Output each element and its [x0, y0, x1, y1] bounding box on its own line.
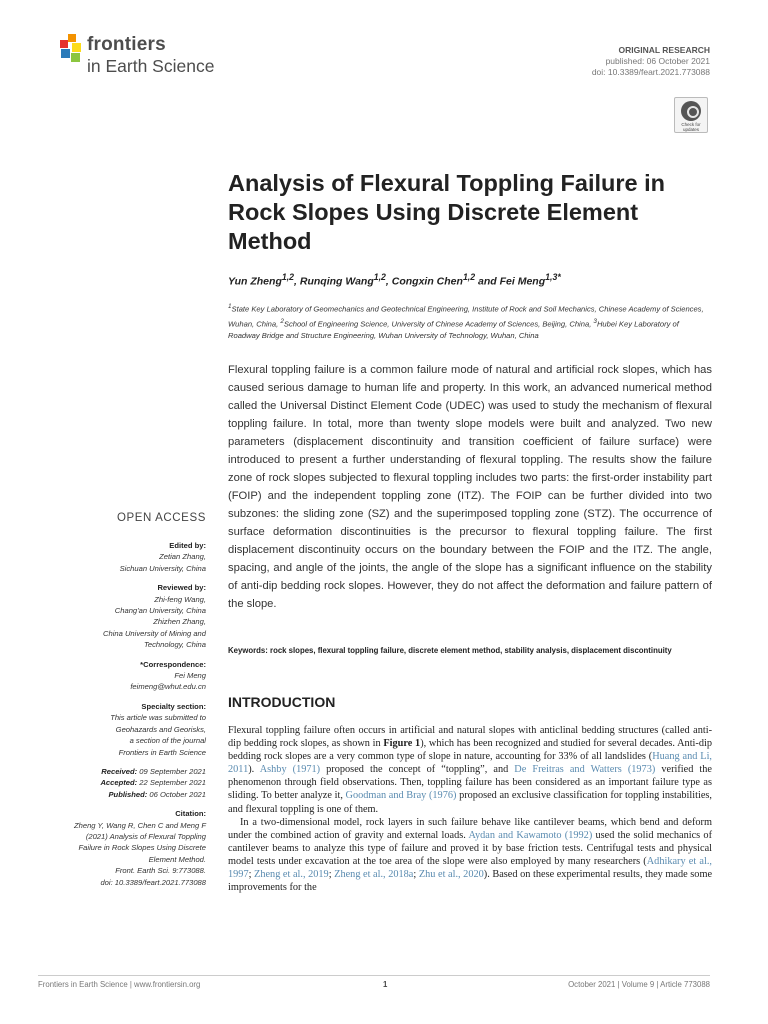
reviewed-by-section — [60, 582, 206, 650]
article-type: ORIGINAL RESEARCH — [618, 45, 710, 55]
citation-link[interactable]: Zheng et al., 2019 — [254, 869, 329, 881]
logo-journal-name: in Earth Science — [87, 56, 215, 76]
reviewer-affiliation: China University of Mining and — [103, 628, 206, 638]
text-run: ; — [328, 869, 335, 881]
citation-link[interactable]: Goodman and Bray (1976) — [345, 790, 457, 802]
received-label: Received: — [101, 766, 138, 776]
logo-wordmark: frontiers — [87, 34, 166, 55]
journal-logo[interactable] — [58, 34, 248, 84]
author-name[interactable]: Yun Zheng — [228, 275, 282, 288]
correspondence-name: Fei Meng — [174, 671, 206, 681]
corresponding-mark: * — [557, 272, 561, 282]
citation-link[interactable]: Adhikary et al., 1997 — [228, 855, 712, 881]
check-for-updates-badge[interactable] — [674, 97, 708, 133]
edited-by-label: Edited by: — [169, 541, 206, 550]
text-run: ), which has been recognized and studied for several decades. Anti-dip bedding rock slopes are a very common type of slope in nature, accounting for 33% of all landslides ( — [228, 738, 712, 763]
reviewer-affiliation: Technology, China — [143, 640, 206, 650]
citation-link[interactable]: Ashby (1971) — [259, 764, 321, 776]
author-separator: , — [385, 275, 392, 288]
text-run: proposed the concept of “toppling”, and — [320, 764, 515, 776]
correspondence-email[interactable]: feimeng@whut.edu.cn — [130, 682, 206, 692]
reviewer-affiliation: Chang'an University, China — [114, 606, 206, 616]
abstract: Flexural toppling failure is a common failure mode of natural and artificial rock slopes, which has caused serious damage to human life and property. In this work, an advanced numerical method called the Universal Distinct Element Code (UDEC) was used to study the mechanism of flexural toppling failure. In total, more than twenty slope models were built and analyzed. Two new parameters (displacement discontinuity and transition coefficient of failure surface) were introduced to present a further understanding of flexural toppling. The results show the failure zone of rock slopes subjected to flexural toppling includes two parts: the first-order instability part (FOIP) and the independent toppling zone (ITZ). The FOIP can be further divided into two subzones: the sliding zone (SZ) and the superimposed toppling zone (STZ). The occurrence of surface deformation discontinuities is the precursor to flexural toppling failure. The first displacement discontinuity occurs on the boundary between the FOIP and the ITZ. The angle, spacing, and angle of the joints, the angle of the slope has a significant influence on the stability of anti-dip bedding rock slopes. However, they do not affect the deformation and failure pattern of the slope. — [228, 364, 712, 610]
page-number: 1 — [383, 980, 388, 989]
citation-line: Element Method. — [148, 854, 206, 864]
author-separator: and — [475, 275, 500, 288]
affil-text: Hubei Key Laboratory of Roadway Bridge and Structure Engineering, Wuhan University of Technology, Wuhan, China — [228, 319, 679, 341]
author-affil-sup: 1,2 — [373, 272, 386, 282]
text-run: ). — [248, 764, 260, 776]
edited-by-section — [60, 540, 206, 574]
check-updates-label-1: Check for — [681, 122, 701, 127]
published-label: Published: — [108, 789, 148, 799]
citation-line: Front. Earth Sci. 9:773088. — [115, 866, 206, 876]
received-value: 09 September 2021 — [137, 766, 206, 776]
author-separator: , — [294, 275, 300, 288]
article-info-sidebar — [60, 540, 206, 896]
author-affil-sup: 1,2 — [281, 272, 295, 282]
reviewer-name[interactable]: Zhizhen Zhang, — [153, 617, 206, 627]
specialty-label: Specialty section: — [141, 701, 206, 711]
citation-label: Citation: — [175, 809, 206, 819]
author-name[interactable]: Fei Meng — [499, 275, 546, 288]
intro-paragraph-1 — [228, 724, 712, 816]
author-name[interactable]: Runqing Wang — [299, 275, 374, 288]
citation-link[interactable]: Zhu et al., 2020 — [418, 869, 484, 881]
affil-number: 2 — [280, 317, 284, 325]
specialty-line: Geohazards and Georisks, — [115, 724, 206, 734]
affil-text: School of Engineering Science, University of Chinese Academy of Sciences, Beijing, China, — [283, 319, 594, 329]
published-value: 06 October 2021 — [147, 789, 206, 799]
correspondence-section — [60, 659, 206, 693]
received-date — [60, 766, 206, 777]
published-date-sidebar — [60, 789, 206, 800]
citation-link[interactable]: Huang and Li, 2011 — [228, 751, 712, 776]
footer-issue-info: October 2021 | Volume 9 | Article 773088 — [568, 980, 710, 989]
page-footer — [38, 975, 710, 989]
specialty-section — [60, 701, 206, 758]
dates-section — [60, 766, 206, 800]
citation-line: Failure in Rock Slopes Using Discrete — [78, 843, 206, 853]
text-run: used the solid mechanics of cantilever beams to analyze this type of failure and proved it by base friction tests. Centrifugal tests and physical model tests under excavation at the toe area of the slope were also employed by many researchers ( — [228, 829, 713, 867]
text-run: verified the phenomenon through field observations. Then, toppling failure has been considered as an important failure type as sliding. To better analyze it, — [228, 764, 712, 802]
citation-link[interactable]: De Freitras and Watters (1973) — [514, 764, 656, 776]
citation-doi[interactable]: doi: 10.3389/feart.2021.773088 — [100, 877, 206, 887]
introduction-heading: INTRODUCTION — [228, 694, 336, 710]
article-doi[interactable]: doi: 10.3389/feart.2021.773088 — [591, 67, 710, 77]
author-list — [228, 272, 718, 288]
reviewed-by-label: Reviewed by: — [157, 583, 206, 593]
affil-number: 3 — [593, 317, 597, 325]
text-run: ). Based on these experimental results, they made some improvements for the — [228, 869, 713, 894]
check-updates-label-2: updates — [682, 127, 699, 132]
author-affil-sup-text: 1,3 — [545, 272, 558, 282]
introduction-body — [228, 724, 712, 894]
specialty-line: This article was submitted to — [110, 713, 206, 723]
editor-name[interactable]: Zetian Zhang, — [159, 552, 206, 562]
accepted-label: Accepted: — [100, 778, 138, 788]
keywords-label: Keywords: — [228, 646, 268, 655]
correspondence-label: *Correspondence: — [140, 659, 206, 669]
keywords — [228, 645, 712, 657]
citation-link[interactable]: Zheng et al., 2018a — [334, 869, 414, 881]
affil-number: 1 — [228, 303, 232, 310]
accepted-date — [60, 777, 206, 788]
author-name[interactable]: Congxin Chen — [391, 275, 463, 288]
crossmark-icon — [681, 101, 701, 121]
accepted-value: 22 September 2021 — [137, 778, 206, 788]
affiliations — [228, 301, 712, 342]
citation-line: Zheng Y, Wang R, Chen C and Meng F — [74, 820, 206, 830]
text-run: ; — [248, 869, 255, 881]
author-affil-sup — [545, 272, 561, 282]
citation-link[interactable]: Aydan and Kawamoto (1992) — [468, 829, 593, 841]
open-access-label: OPEN ACCESS — [116, 512, 206, 524]
citation-line: (2021) Analysis of Flexural Toppling — [85, 831, 206, 841]
footer-journal[interactable]: Frontiers in Earth Science | www.frontiersin.org — [38, 980, 201, 989]
reviewer-name[interactable]: Zhi-feng Wang, — [154, 594, 206, 604]
text-run: Flexural toppling failure often occurs in artificial and natural slopes with anticlinal bedding structures (called anti-dip bedding rock slopes, as shown in — [228, 725, 712, 750]
published-date: published: 06 October 2021 — [605, 56, 710, 66]
editor-affiliation: Sichuan University, China — [119, 563, 206, 573]
specialty-line: a section of the journal — [129, 736, 206, 746]
frontiers-logo-icon — [58, 34, 84, 66]
author-affil-sup: 1,2 — [462, 272, 476, 282]
article-meta — [592, 45, 710, 78]
text-run: proposed an exclusive classification for toppling instabilities, and flexural toppling is one of them. — [228, 790, 713, 815]
specialty-line: Frontiers in Earth Science — [118, 747, 206, 757]
figure-link[interactable]: Figure 1 — [383, 738, 421, 750]
text-run: In a two-dimensional model, rock layers in such failure behave like cantilever beams, which bend and deform under the combined action of gravity and external loads. — [228, 816, 712, 841]
text-run: ; — [413, 869, 419, 881]
citation-section — [60, 808, 206, 888]
keywords-text: rock slopes, flexural toppling failure, discrete element method, stability analysis, displacement discontinuity — [267, 646, 672, 655]
affil-text: State Key Laboratory of Geomechanics and Geotechnical Engineering, Institute of Rock and Soil Mechanics, Chinese Academy of Sciences, Wuhan, China, — [228, 304, 704, 329]
article-title: Analysis of Flexural Toppling Failure in Rock Slopes Using Discrete Element Method — [228, 170, 665, 254]
intro-paragraph-2 — [228, 816, 712, 895]
